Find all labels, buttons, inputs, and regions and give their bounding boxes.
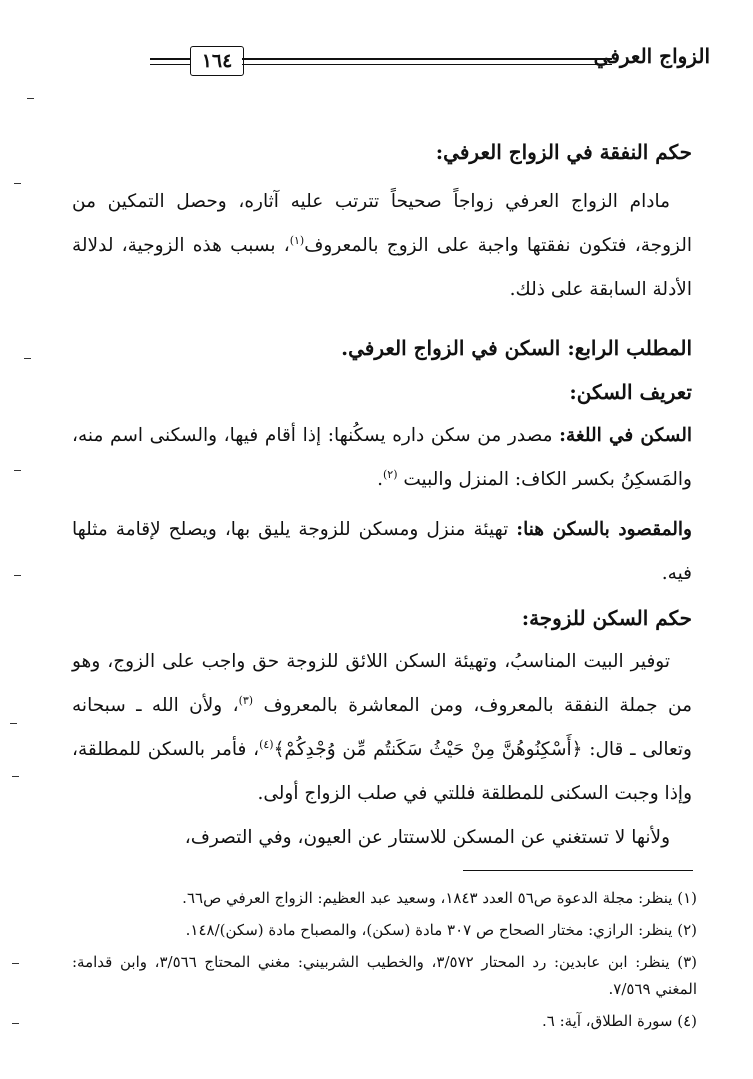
section-heading: تعريف السكن: <box>569 380 692 404</box>
header-rule <box>150 58 190 60</box>
page-number: ١٦٤ <box>190 46 244 76</box>
footnote: (١) ينظر: مجلة الدعوة ص٥٦ العدد ١٨٤٣، وسعيد عبد العظيم: الزواج العرفي ص٦٦. <box>182 889 697 907</box>
margin-mark <box>27 98 34 99</box>
paragraph <box>72 180 692 312</box>
paragraph <box>72 508 692 596</box>
margin-mark <box>12 963 19 964</box>
footnote: (٢) ينظر: الرازي: مختار الصحاح ص ٣٠٧ مادة (سكن)، والمصباح مادة (سكن)/١٤٨. <box>185 921 697 939</box>
margin-mark <box>12 776 19 777</box>
term-label: السكن في اللغة: <box>559 425 692 446</box>
section-heading: حكم النفقة في الزواج العرفي: <box>435 140 692 164</box>
paragraph-text: مصدر من سكن داره يسكُنها: إذا أقام فيها، والسكنى اسم منه، والمَسكِنُ بكسر الكاف: المنزل والبيت <box>72 425 692 490</box>
header-rule <box>242 64 612 65</box>
paragraph: ولأنها لا تستغني عن المسكن للاستتار عن العيون، وفي التصرف، <box>184 827 670 848</box>
paragraph <box>72 414 692 502</box>
header-rule <box>242 58 612 60</box>
section-heading: حكم السكن للزوجة: <box>521 606 692 630</box>
footnote: (٤) سورة الطلاق، آية: ٦. <box>541 1012 697 1030</box>
margin-mark <box>12 1023 19 1024</box>
footnote-ref: (٢) <box>383 467 398 481</box>
footnote-ref: (٤) <box>259 737 274 751</box>
paragraph <box>72 640 692 816</box>
paragraph-text: تهيئة منزل ومسكن للزوجة يليق بها، ويصلح لإقامة مثلها فيه. <box>72 519 692 584</box>
main-text <box>72 130 692 860</box>
section-heading: المطلب الرابع: السكن في الزواج العرفي. <box>341 336 692 360</box>
paragraph-text: ، بسبب هذه الزوجية، لدلالة الأدلة السابقة على ذلك. <box>72 235 692 300</box>
running-title: الزواج العرفي <box>593 44 710 68</box>
paragraph-text: ، فأمر بالسكن للمطلقة، وإذا وجبت السكنى للمطلقة فللتي في صلب الزواج أولى. <box>72 739 692 804</box>
paragraph-text: ، ولأن الله ـ سبحانه وتعالى ـ قال: <box>72 695 692 760</box>
footnote-ref: (١) <box>289 233 305 247</box>
margin-mark <box>14 470 21 471</box>
margin-mark <box>10 723 17 724</box>
margin-mark <box>14 575 21 576</box>
term-label: والمقصود بالسكن هنا: <box>516 519 692 540</box>
footnotes <box>72 885 697 1040</box>
margin-mark <box>14 183 21 184</box>
footnote-separator <box>463 870 693 871</box>
quran-verse: ﴿أَسْكِنُوهُنَّ مِنْ حَيْثُ سَكَنتُم مِّن وُجْدِكُمْ﴾ <box>273 739 583 760</box>
paragraph-text: توفير البيت المناسبُ، وتهيئة السكن اللائق للزوجة حق واجب على الزوج، وهو من جملة النفقة بالمعروف، ومن المعاشرة بالمعروف <box>72 651 692 716</box>
margin-mark <box>24 358 31 359</box>
page-header <box>50 42 710 82</box>
header-rule <box>150 64 190 65</box>
footnote: (٣) ينظر: ابن عابدين: رد المحتار ٣/٥٧٢، والخطيب الشربيني: مغني المحتاج ٣/٥٦٦، وابن قدامة: المغني ٧/٥٦٩. <box>72 953 697 998</box>
footnote-ref: (٣) <box>238 693 254 707</box>
paragraph-text: . <box>377 469 383 490</box>
paragraph-text: مادام الزواج العرفي زواجاً صحيحاً تترتب عليه آثاره، وحصل التمكين من الزوجة، فتكون نفقتها واجبة على الزوج بالمعروف <box>72 191 692 256</box>
